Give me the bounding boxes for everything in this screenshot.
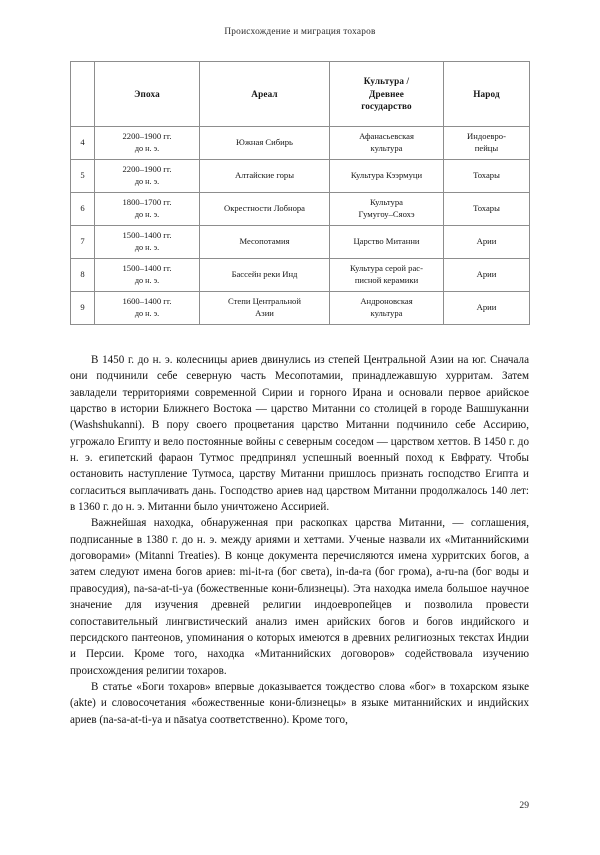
row-index: 6: [71, 193, 95, 226]
table-header-row: [71, 62, 530, 127]
epoch-range: 1600–1400 гг.: [122, 296, 172, 307]
epoch-era: до н. э.: [134, 144, 160, 154]
table-row: [71, 292, 530, 325]
epoch-era: до н. э.: [134, 276, 160, 286]
cell-epoch: [95, 127, 200, 160]
cell-area: Месопотамия: [200, 226, 330, 259]
cell-people: Тохары: [444, 193, 530, 226]
cell-epoch: [95, 259, 200, 292]
cell-epoch: [95, 292, 200, 325]
table-row: [71, 226, 530, 259]
cell-people: [444, 127, 530, 160]
running-head: Происхождение и миграция тохаров: [224, 27, 376, 37]
cell-culture: [330, 127, 444, 160]
epoch-range: 1800–1700 гг.: [122, 197, 172, 208]
row-index: 9: [71, 292, 95, 325]
header-people: Народ: [444, 62, 530, 127]
header-index: [71, 62, 95, 127]
table-header: [71, 62, 530, 127]
area-line1: Степи Центральной: [228, 296, 301, 307]
culture-line1: Культура: [370, 197, 403, 208]
row-index: 7: [71, 226, 95, 259]
cell-culture: Культура Кээрмуци: [330, 160, 444, 193]
cell-culture: [330, 259, 444, 292]
epoch-range: 2200–1900 гг.: [122, 131, 172, 142]
culture-line2: культура: [370, 143, 403, 153]
table-row: [71, 127, 530, 160]
epoch-era: до н. э.: [134, 243, 160, 253]
cell-people: Арии: [444, 292, 530, 325]
area-line2: Азии: [255, 308, 274, 318]
cell-culture: [330, 292, 444, 325]
cell-people: Тохары: [444, 160, 530, 193]
people-line1: Индоевро-: [467, 131, 506, 142]
culture-line2: Гумугоу–Сяохэ: [358, 209, 415, 219]
header-culture-line1: Культура /: [363, 75, 410, 86]
cell-epoch: [95, 160, 200, 193]
table-row: [71, 193, 530, 226]
epoch-era: до н. э.: [134, 177, 160, 187]
table-row: [71, 160, 530, 193]
cell-culture: [330, 193, 444, 226]
row-index: 8: [71, 259, 95, 292]
culture-line2: писной керамики: [354, 275, 419, 285]
people-line2: пейцы: [474, 143, 499, 153]
cell-area: Бассейн реки Инд: [200, 259, 330, 292]
table-row: [71, 259, 530, 292]
culture-line1: Афанасьевская: [359, 131, 414, 142]
epoch-range: 2200–1900 гг.: [122, 164, 172, 175]
cell-epoch: [95, 193, 200, 226]
row-index: 4: [71, 127, 95, 160]
paragraph: В статье «Боги тохаров» впервые доказывается тождество слова «бог» в тохарском языке (akte) и словосочетания «божественные кони-близнецы» в языке митаннийских и индийских ариев (na-sa-at-ti-ya и nāsatya соответственно). Кроме того,: [70, 680, 529, 726]
culture-line2: культура: [370, 308, 403, 318]
epoch-era: до н. э.: [134, 210, 160, 220]
migration-table: [70, 61, 530, 325]
cell-area: Южная Сибирь: [200, 127, 330, 160]
epoch-era: до н. э.: [134, 309, 160, 319]
header-culture-line2: Древнее: [369, 88, 404, 99]
cell-area: Окрестности Лобнора: [200, 193, 330, 226]
cell-area: [200, 292, 330, 325]
cell-people: Арии: [444, 259, 530, 292]
cell-culture: Царство Митанни: [330, 226, 444, 259]
cell-people: Арии: [444, 226, 530, 259]
paragraph: В 1450 г. до н. э. колесницы ариев двинулись из степей Центральной Азии на юг. Сначала они подчинили себе северную часть Месопотамии, принадлежавшую хурритам. Затем завладели территориями современной Сирии и горного Ирана и основали первое арийское царство в истории Ближнего Востока — царство Митанни со столицей в городе Вашшуканни (Washshukanni). В пору своего процветания царство Митанни подчинило себе Ассирию, угрожало Египту и вело постоянные войны с северным соседом — царством хеттов. В 1450 г. до н. э. египетский фараон Тутмос предпринял успешный военный поход к Евфрату. Чтобы остановить наступление Тутмоса, царству Митанни пришлось признать господство Египта и согласиться выплачивать дань. Господство ариев над царством Митанни продолжалось 140 лет: в 1360 г. до н. э. Митанни было уничтожено Ассирией.: [70, 354, 529, 514]
cell-area: Алтайские горы: [200, 160, 330, 193]
epoch-range: 1500–1400 гг.: [122, 263, 172, 274]
header-epoch: Эпоха: [95, 62, 200, 127]
page-number: 29: [519, 800, 529, 811]
cell-epoch: [95, 226, 200, 259]
epoch-range: 1500–1400 гг.: [122, 230, 172, 241]
header-culture: [330, 62, 444, 127]
paragraph: Важнейшая находка, обнаруженная при раскопках царства Митанни, — соглашения, подписанные в 1380 г. до н. э. между ариями и хеттами. Ученые назвали их «Митаннийскими договорами» (Mitanni Treaties). В конце документа перечисляются имена хурритских богов, а затем следуют имена богов ариев: mi-it-ra (бог света), in-da-ra (бог грома), a-ru-na (бог воды и правосудия), na-sa-at-ti-ya (божественные кони-близнецы). Эта находка имела большое научное значение для изучения древней религии индоевропейцев и позволила провести сопоставительный лингвистический анализ имен арийских богов и богов индийского и персидского пантеонов, упоминания о которых имеются в древних религиозных текстах Индии и Персии. Кроме того, находка «Митаннийских договоров» содействовала изучению происхождения религии тохаров.: [70, 517, 529, 677]
culture-line1: Андроновская: [360, 296, 413, 307]
body-text: [70, 352, 529, 728]
header-culture-line3: государство: [361, 101, 412, 112]
table-body: [71, 127, 530, 325]
row-index: 5: [71, 160, 95, 193]
header-area: Ареал: [200, 62, 330, 127]
migration-table-container: [70, 61, 529, 325]
culture-line1: Культура серой рас-: [350, 263, 423, 274]
